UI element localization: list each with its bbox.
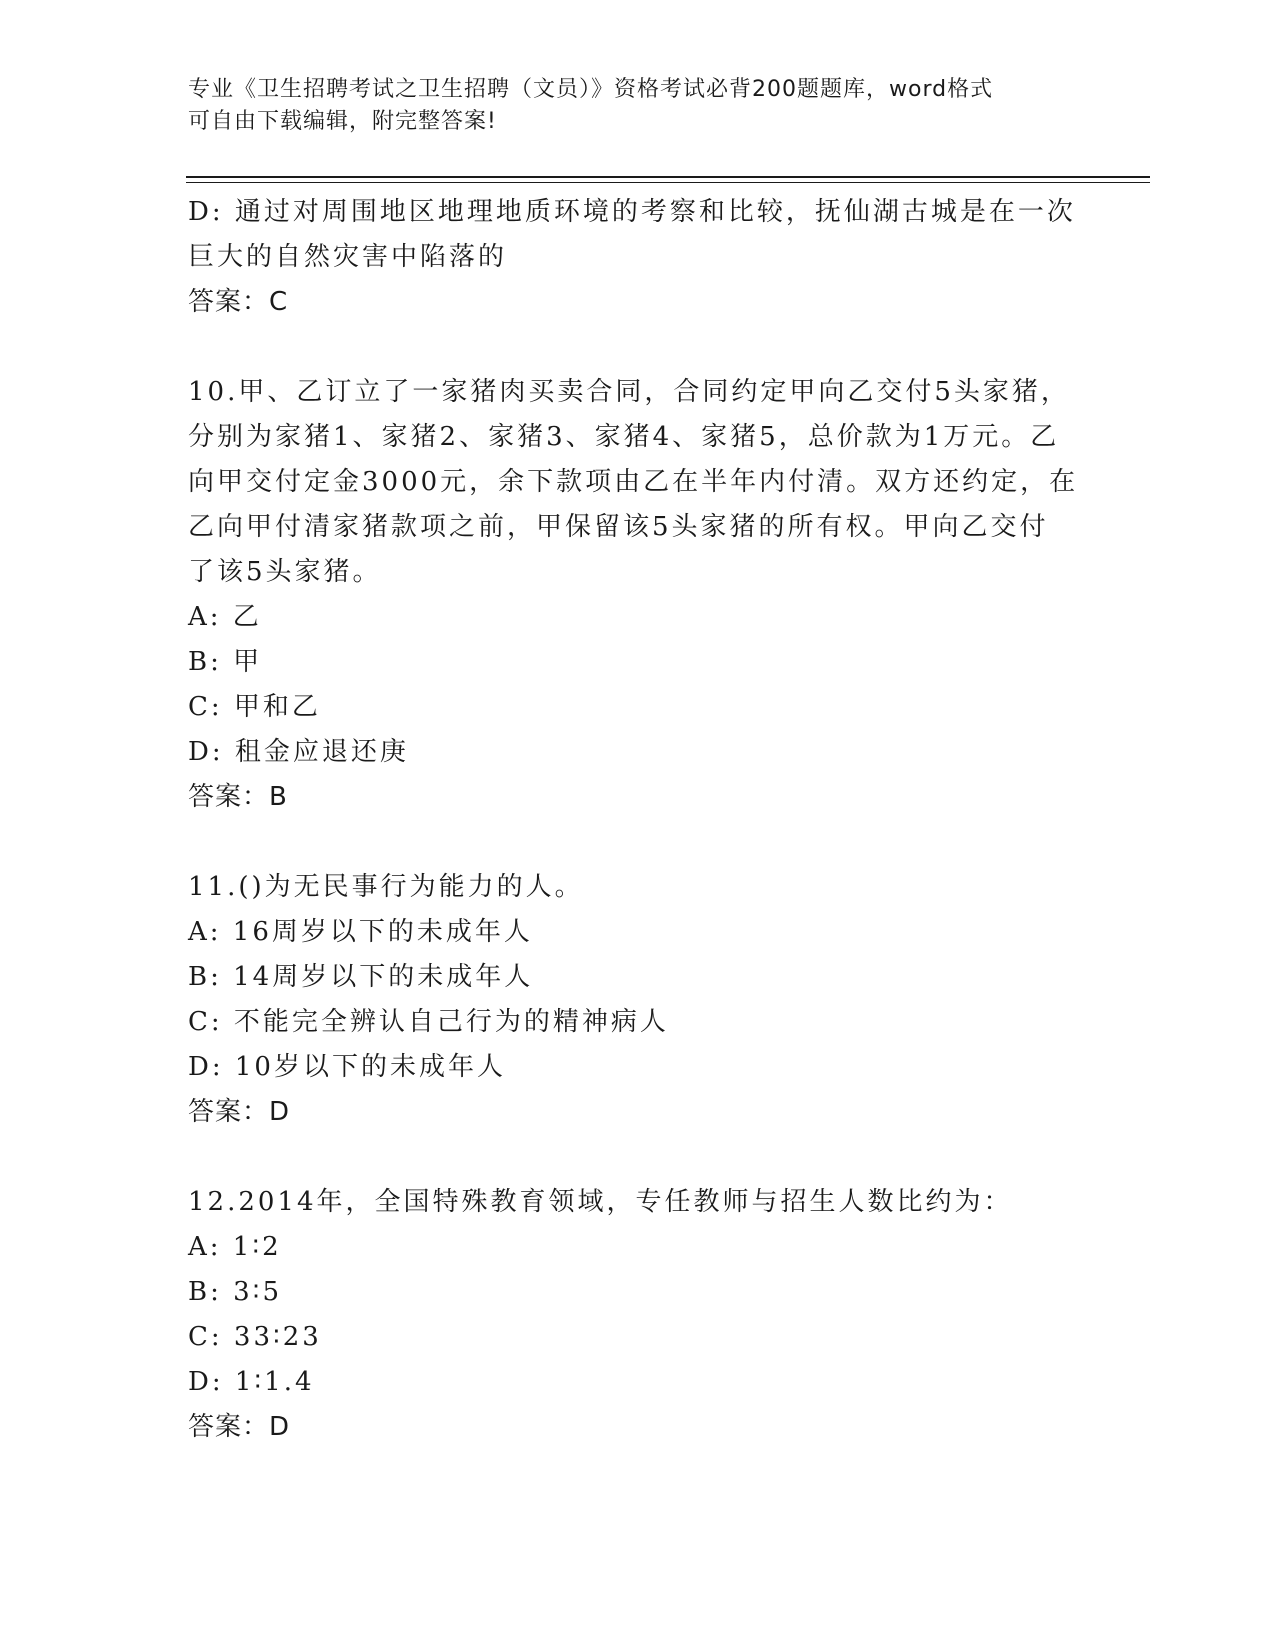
spacer — [188, 325, 1088, 370]
q11-option-c: C: 不能完全辨认自己行为的精神病人 — [188, 1007, 669, 1037]
q10-option-d: D: 租金应退还庚 — [188, 737, 409, 767]
q9-answer: 答案：C — [188, 287, 289, 317]
q10-answer: 答案：B — [188, 782, 288, 812]
document-header — [188, 74, 1068, 138]
spacer — [188, 820, 1088, 865]
q11-option-b: B: 14周岁以下的未成年人 — [188, 962, 534, 992]
spacer — [188, 1135, 1088, 1180]
q10-stem-line: 了该5头家猪。 — [188, 557, 382, 587]
q12-option-b: B: 3∶5 — [188, 1277, 282, 1307]
q10-stem-line: 分别为家猪1、家猪2、家猪3、家猪4、家猪5，总价款为1万元。乙 — [188, 422, 1060, 452]
q12-option-c: C: 33∶23 — [188, 1322, 322, 1352]
q12-answer: 答案：D — [188, 1412, 291, 1442]
q10-stem-line: 10.甲、乙订立了一家猪肉买卖合同，合同约定甲向乙交付5头家猪， — [188, 377, 1070, 407]
header-rule-thin — [186, 182, 1150, 183]
header-title-line: 专业《卫生招聘考试之卫生招聘（文员）》资格考试必背200题题库，word格式 — [188, 77, 994, 102]
question-content — [188, 190, 1088, 1450]
q11-answer: 答案：D — [188, 1097, 291, 1127]
q11-option-a: A: 16周岁以下的未成年人 — [188, 917, 533, 947]
q11-option-d: D: 10岁以下的未成年人 — [188, 1052, 506, 1082]
q10-stem-line: 乙向甲付清家猪款项之前，甲保留该5头家猪的所有权。甲向乙交付 — [188, 512, 1049, 542]
q10-stem-line: 向甲交付定金3000元，余下款项由乙在半年内付清。双方还约定，在 — [188, 467, 1079, 497]
q12-stem-line: 12.2014年，全国特殊教育领域，专任教师与招生人数比约为： — [188, 1187, 1013, 1217]
q9-option-d-line: 巨大的自然灾害中陷落的 — [188, 242, 508, 272]
q10-option-b: B: 甲 — [188, 647, 263, 677]
q12-option-d: D: 1∶1.4 — [188, 1367, 315, 1397]
q10-option-a: A: 乙 — [188, 602, 262, 632]
q12-option-a: A: 1∶2 — [188, 1232, 282, 1262]
q9-option-d-line: D: 通过对周围地区地理地质环境的考察和比较，抚仙湖古城是在一次 — [188, 197, 1076, 227]
q10-option-c: C: 甲和乙 — [188, 692, 321, 722]
header-rule-thick — [186, 176, 1150, 178]
header-subtitle-line: 可自由下载编辑，附完整答案! — [188, 109, 497, 134]
q11-stem-line: 11.()为无民事行为能力的人。 — [188, 872, 584, 902]
